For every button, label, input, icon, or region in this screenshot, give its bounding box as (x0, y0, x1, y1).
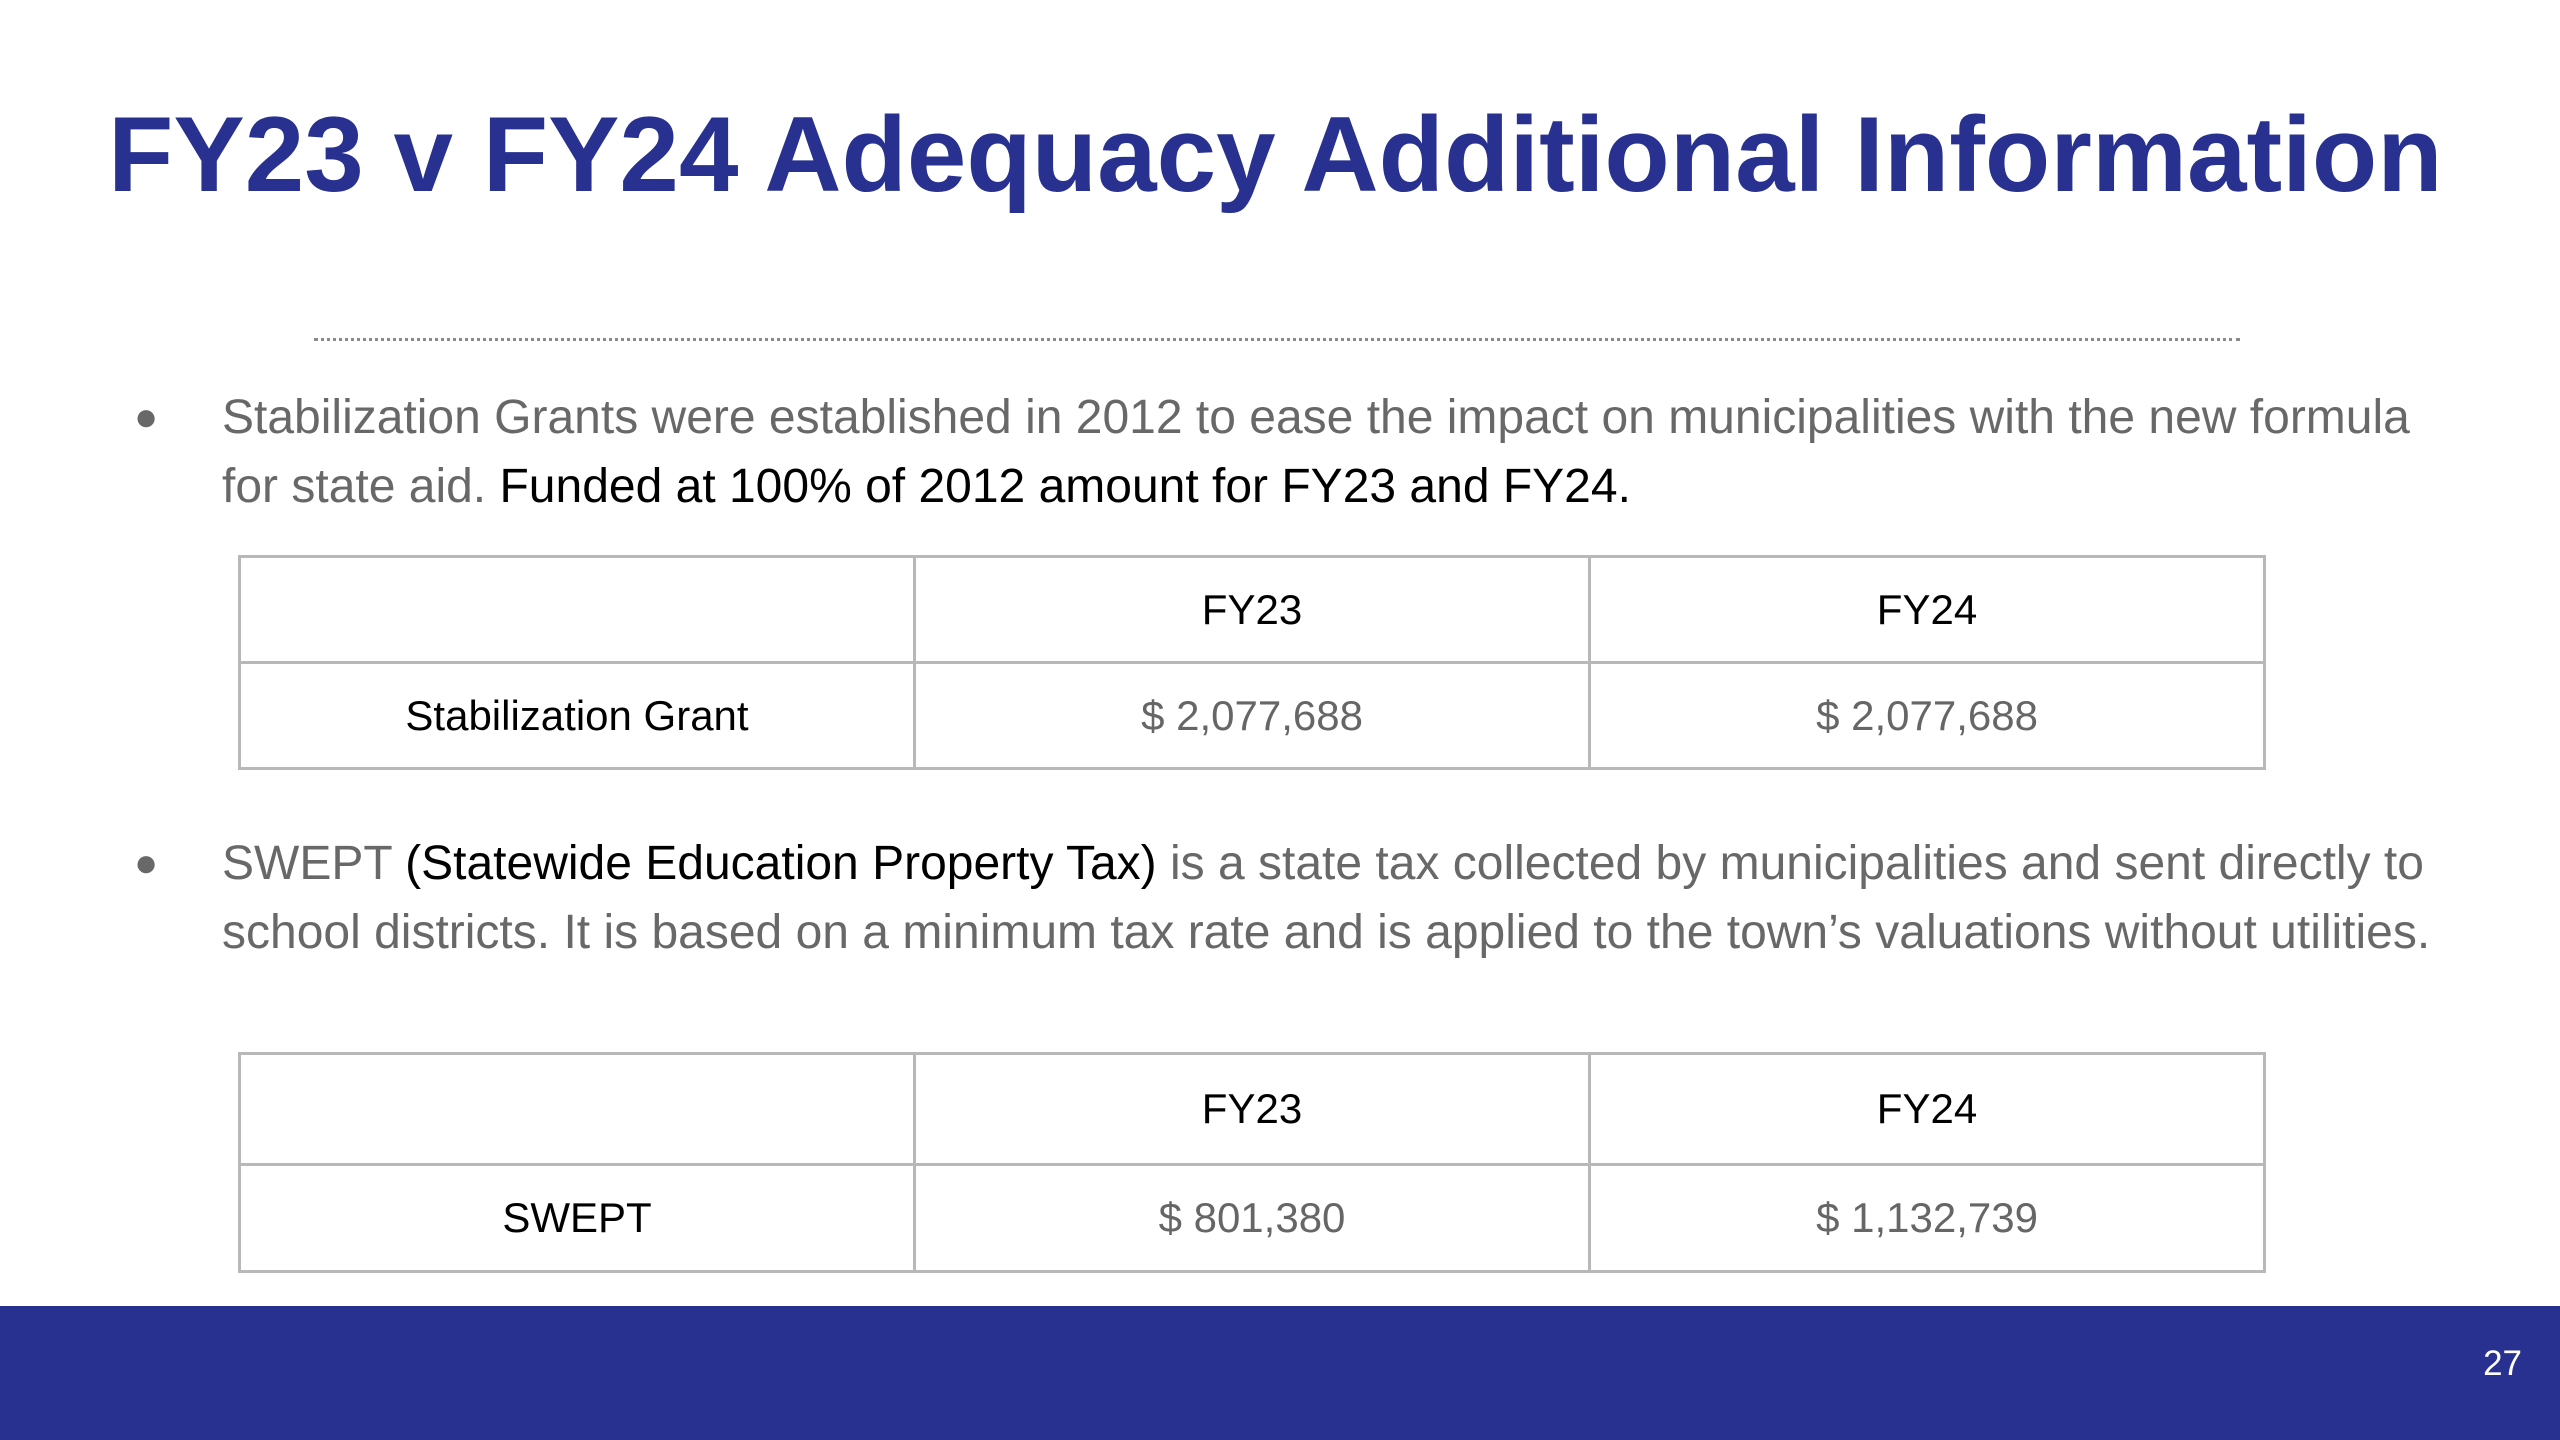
stabilization-table (238, 555, 2266, 770)
table-header-cell (240, 1054, 915, 1165)
bullet-text: SWEPT (222, 837, 406, 890)
bullet-swept (134, 829, 2462, 967)
bullet-dot-icon: ● (134, 395, 159, 439)
table-header-cell: FY23 (915, 1054, 1590, 1165)
bullet-text: Stabilization Grants were established in 2012 to ease the impact on municipalities with the new formula for state aid. (222, 391, 2410, 513)
bullet-dot-icon: ● (134, 841, 159, 885)
table-header-row (240, 557, 2265, 663)
bullet-emphasis-text: Funded at 100% of 2012 amount for FY23 and FY24. (499, 460, 1631, 513)
table-header-cell (240, 557, 915, 663)
dotted-divider (314, 338, 2240, 341)
fy24-value: $ 1,132,739 (1590, 1165, 2265, 1272)
fy24-value: $ 2,077,688 (1590, 663, 2265, 769)
bullet-emphasis-text: (Statewide Education Property Tax) (405, 837, 1157, 890)
fy23-value: $ 2,077,688 (915, 663, 1590, 769)
table-header-cell: FY24 (1590, 557, 2265, 663)
bullet-stabilization (134, 383, 2462, 521)
table-header-cell: FY23 (915, 557, 1590, 663)
swept-table (238, 1052, 2266, 1273)
table-row (240, 663, 2265, 769)
row-label: SWEPT (240, 1165, 915, 1272)
bullet-text: is a state tax collected by municipalities and sent directly to school districts. It is based on a minimum tax rate and is applied to the town’s valuations without utilities. (222, 837, 2431, 959)
table-header-cell: FY24 (1590, 1054, 2265, 1165)
table-header-row (240, 1054, 2265, 1165)
slide-title: FY23 v FY24 Adequacy Additional Information (108, 94, 2443, 214)
row-label: Stabilization Grant (240, 663, 915, 769)
fy23-value: $ 801,380 (915, 1165, 1590, 1272)
page-number: 27 (2483, 1344, 2522, 1383)
footer-bar (0, 1306, 2560, 1440)
table-row (240, 1165, 2265, 1272)
